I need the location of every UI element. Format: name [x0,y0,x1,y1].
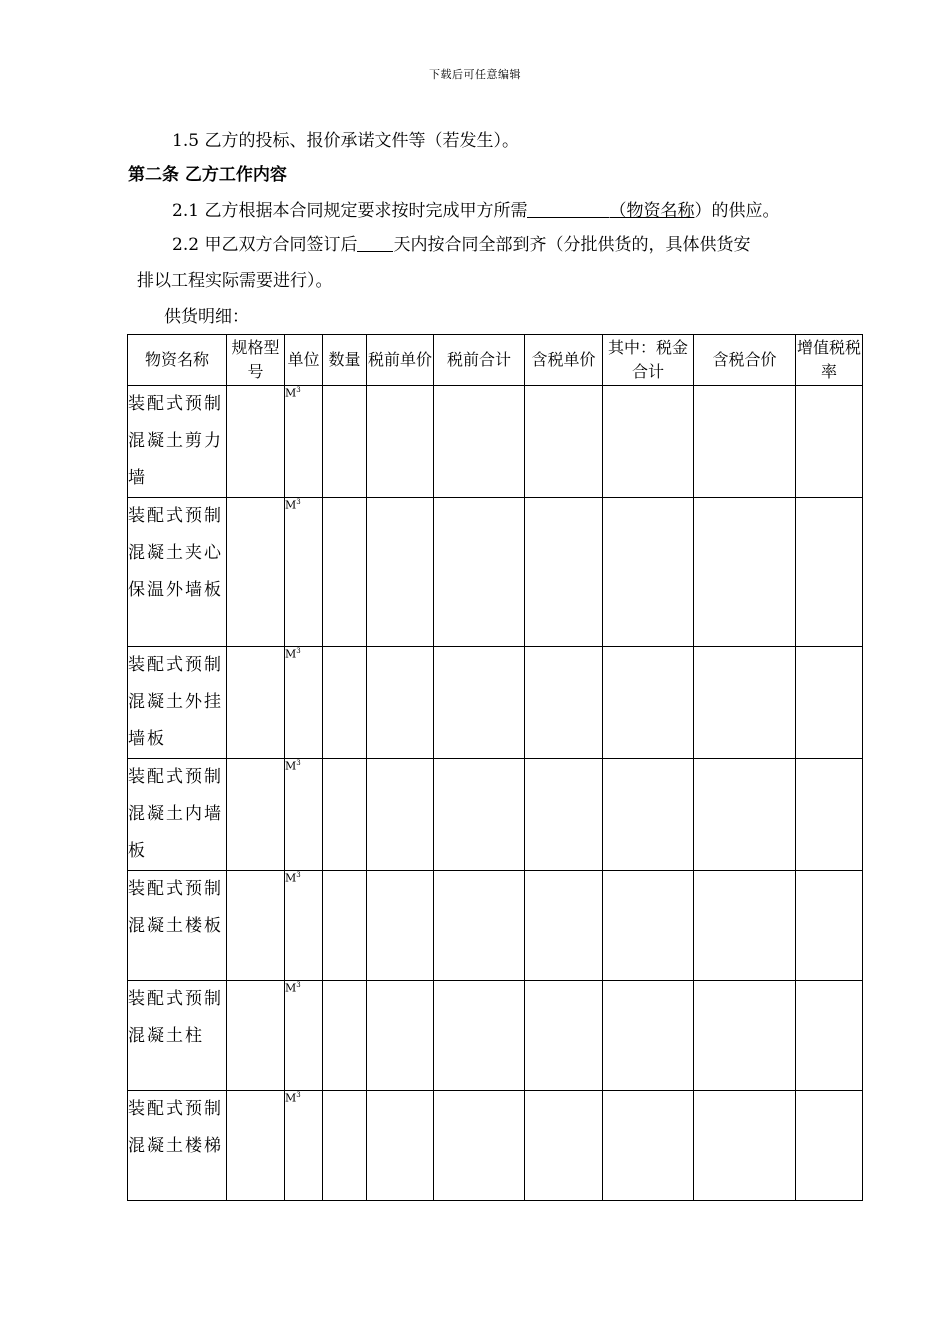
taxed-total-cell [694,871,796,981]
table-row [128,647,863,759]
material-name-cell: 装配式预制混凝土夹心保温外墙板 [128,498,227,647]
unit-cell: $M^3$ [285,759,323,871]
tax-total-cell [603,759,694,871]
tax-total-cell [603,1091,694,1201]
taxed-unit-price-cell [525,759,603,871]
material-name-cell: 装配式预制混凝土楼梯 [128,1091,227,1201]
taxed-unit-price-cell [525,981,603,1091]
pretax-unit-price-cell [367,759,434,871]
taxed-unit-price-cell [525,647,603,759]
clause-2-2 [172,230,750,255]
taxed-total-cell [694,647,796,759]
vat-rate-cell [796,498,863,647]
clause-2-1 [172,196,779,221]
vat-rate-cell [796,759,863,871]
quantity-cell [323,759,367,871]
taxed-unit-price-cell [525,1091,603,1201]
header-spec-model: 规格型号 [227,335,285,386]
material-name-cell: 装配式预制混凝土外挂墙板 [128,647,227,759]
pretax-unit-price-cell [367,981,434,1091]
taxed-total-cell [694,981,796,1091]
spec-cell [227,498,285,647]
taxed-unit-price-cell [525,498,603,647]
unit-cell: $M^3$ [285,981,323,1091]
tax-total-cell [603,386,694,498]
header-pretax-unit-price: 税前单价 [367,335,434,386]
days-blank [357,235,393,252]
quantity-cell [323,647,367,759]
header-pretax-total: 税前合计 [434,335,525,386]
pretax-unit-price-cell [367,871,434,981]
pretax-unit-price-cell [367,1091,434,1201]
pretax-total-cell [434,647,525,759]
article-2-title: 第二条 乙方工作内容 [128,165,287,185]
header-tax-total: 其中：税金合计 [603,335,694,386]
material-name-cell: 装配式预制混凝土柱 [128,981,227,1091]
header-vat-rate: 增值税税率 [796,335,863,386]
pretax-total-cell [434,871,525,981]
table-row [128,871,863,981]
material-name-cell: 装配式预制混凝土楼板 [128,871,227,981]
header-unit: 单位 [285,335,323,386]
clause-2-2-continued: 排以工程实际需要进行）。 [137,271,333,291]
tax-total-cell [603,981,694,1091]
header-taxed-total: 含税合价 [694,335,796,386]
header-quantity: 数量 [323,335,367,386]
table-row [128,498,863,647]
unit-cell: $M^3$ [285,647,323,759]
header-note: 下载后可任意编辑 [429,68,521,81]
spec-cell [227,386,285,498]
pretax-total-cell [434,759,525,871]
supply-detail-label: 供货明细： [164,307,249,327]
clause-2-2-text-before: 2.2 甲乙双方合同签订后 [172,235,358,255]
spec-cell [227,871,285,981]
table-header-row [128,335,863,386]
supply-detail-table [127,334,863,1201]
taxed-total-cell [694,1091,796,1201]
tax-total-cell [603,498,694,647]
quantity-cell [323,498,367,647]
taxed-total-cell [694,386,796,498]
quantity-cell [323,386,367,498]
taxed-unit-price-cell [525,871,603,981]
header-material-name: 物资名称 [128,335,227,386]
spec-cell [227,981,285,1091]
spec-cell [227,647,285,759]
vat-rate-cell [796,647,863,759]
unit-cell: $M^3$ [285,871,323,981]
vat-rate-cell [796,1091,863,1201]
tax-total-cell [603,647,694,759]
pretax-total-cell [434,1091,525,1201]
pretax-unit-price-cell [367,386,434,498]
pretax-total-cell [434,981,525,1091]
quantity-cell [323,1091,367,1201]
spec-cell [227,759,285,871]
header-taxed-unit-price: 含税单价 [525,335,603,386]
clause-2-1-text-before: 2.1 乙方根据本合同规定要求按时完成甲方所需 [172,201,528,221]
quantity-cell [323,981,367,1091]
taxed-total-cell [694,759,796,871]
table-row [128,386,863,498]
table-row [128,981,863,1091]
table-row [128,1091,863,1201]
taxed-total-cell [694,498,796,647]
material-name-cell: 装配式预制混凝土剪力墙 [128,386,227,498]
vat-rate-cell [796,871,863,981]
material-name-cell: 装配式预制混凝土内墙板 [128,759,227,871]
pretax-total-cell [434,386,525,498]
pretax-total-cell [434,498,525,647]
material-name-blank [527,201,609,218]
pretax-unit-price-cell [367,498,434,647]
tax-total-cell [603,871,694,981]
unit-cell: $M^3$ [285,498,323,647]
vat-rate-cell [796,386,863,498]
pretax-unit-price-cell [367,647,434,759]
unit-cell: $M^3$ [285,1091,323,1201]
clause-2-2-text-after: 天内按合同全部到齐（分批供货的，具体供货安 [393,235,751,255]
clause-1-5: 1.5 乙方的投标、报价承诺文件等（若发生）。 [172,131,519,151]
vat-rate-cell [796,981,863,1091]
clause-2-1-text-after: ）的供应。 [694,201,780,221]
spec-cell [227,1091,285,1201]
taxed-unit-price-cell [525,386,603,498]
unit-cell: $M^3$ [285,386,323,498]
table-row [128,759,863,871]
quantity-cell [323,871,367,981]
clause-2-1-underlined-text: （物资名称 [609,201,695,221]
